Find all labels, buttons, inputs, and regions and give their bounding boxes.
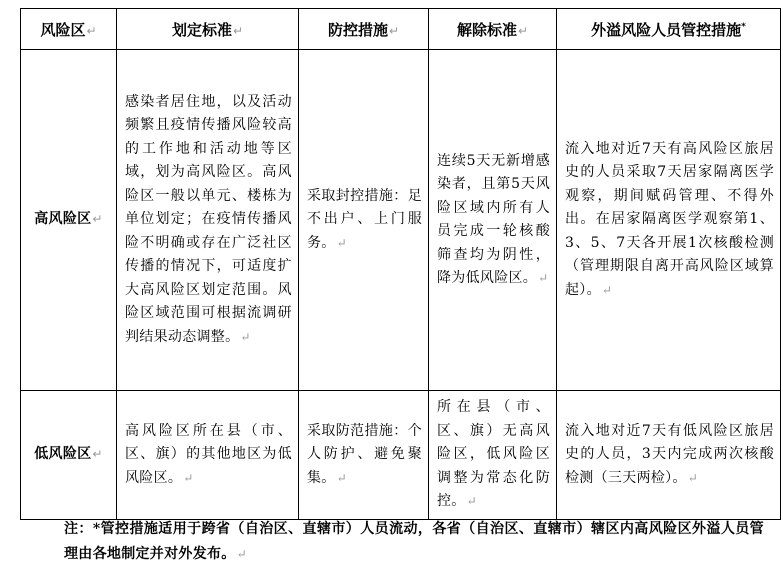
header-spillover: 外溢风险人员管控措施* — [557, 9, 781, 50]
table-header-row — [21, 9, 781, 50]
header-measures: 防控措施↵ — [299, 9, 429, 50]
header-risk-zone: 风险区↵ — [21, 9, 117, 50]
table-row-high-risk — [21, 50, 781, 391]
header-criteria: 划定标准↵ — [117, 9, 299, 50]
level-cell-low: 低风险区↵ — [21, 391, 117, 520]
table-row-low-risk — [21, 391, 781, 520]
risk-zone-table — [20, 8, 781, 520]
spillover-cell-low: 流入地对近7天有低风险区旅居史的人员，3天内完成两次核酸检测（三天两检）。↵ — [557, 391, 781, 520]
level-cell-high: 高风险区↵ — [21, 50, 117, 391]
release-cell-high: 连续5天无新增感染者，且第5天风险区域内所有人员完成一轮核酸筛查均为阴性，降为低风险区。↵ — [429, 50, 557, 391]
criteria-cell-low: 高风险区所在县（市、区、旗）的其他地区为低风险区。↵ — [117, 391, 299, 520]
header-release: 解除标准↵ — [429, 9, 557, 50]
table-footnote: 注：*管控措施适用于跨省（自治区、直辖市）人员流动，各省（自治区、直辖市）辖区内高风险区外溢人员管理由各地制定并对外发布。↵ — [64, 521, 764, 562]
measures-cell-high: 采取封控措施：足不出户、上门服务。↵ — [299, 50, 429, 391]
measures-cell-low: 采取防范措施：个人防护、避免聚集。↵ — [299, 391, 429, 520]
release-cell-low: 所在县（市、区、旗）无高风险区，低风险区调整为常态化防控。↵ — [429, 391, 557, 520]
spillover-cell-high: 流入地对近7天有高风险区旅居史的人员采取7天居家隔离医学观察，期间赋码管理、不得外出。在居家隔离医学观察第1、3、5、7天各开展1次核酸检测（管理期限自离开高风险区域算起）。↵ — [557, 50, 781, 391]
criteria-cell-high: 感染者居住地，以及活动频繁且疫情传播风险较高的工作地和活动地等区域，划为高风险区。高风险区一般以单元、楼栋为单位划定；在疫情传播风险不明确或存在广泛社区传播的情况下，可适度扩大高风险区划定范围。风险区域范围可根据流调研判结果动态调整。↵ — [117, 50, 299, 391]
header-note-mark: * — [741, 21, 746, 32]
